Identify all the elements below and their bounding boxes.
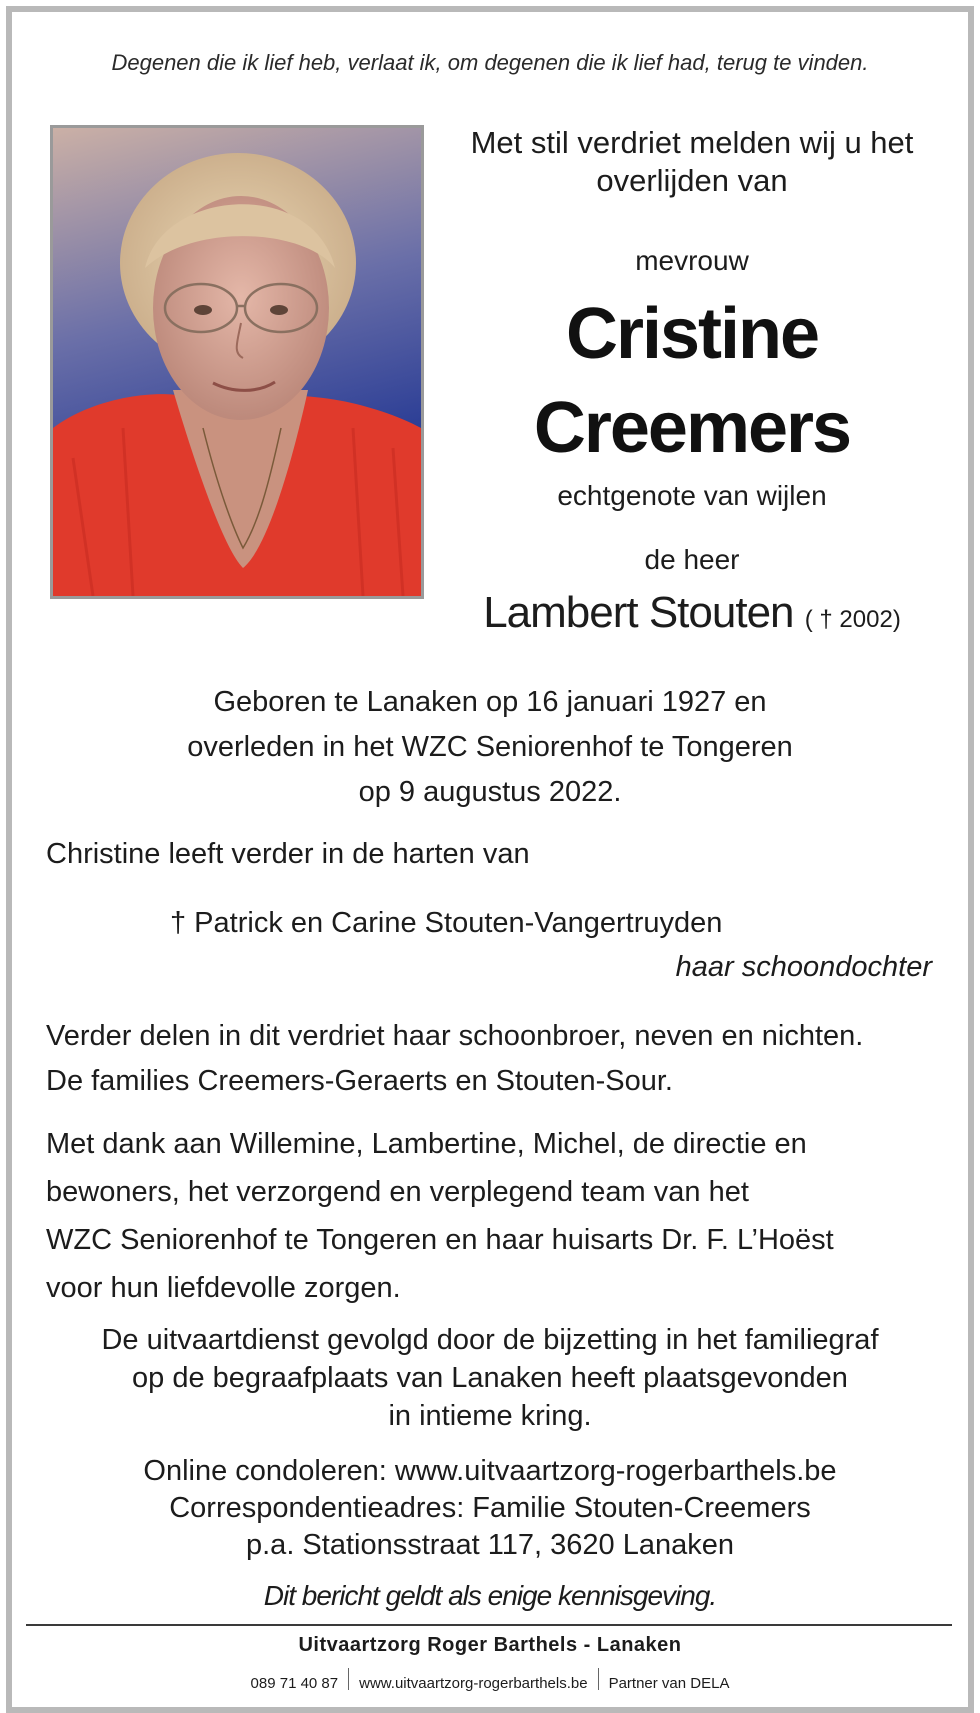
street-address: p.a. Stationsstraat 117, 3620 Lanaken <box>246 1529 734 1561</box>
funeral-line-1: De uitvaartdienst gevolgd door de bijzetting in het familiegraf <box>101 1324 879 1356</box>
notice-text: Dit bericht geldt als enige kennisgeving. <box>263 1580 717 1611</box>
portrait-photo <box>50 125 424 599</box>
birth-line-2: overleden in het WZC Seniorenhof te Tongeren <box>187 731 793 763</box>
thanks-line-3: WZC Seniorenhof te Tongeren en haar huisarts Dr. F. L’Hoëst <box>46 1224 834 1256</box>
thanks-paragraph <box>46 1120 936 1312</box>
hearts-intro: Christine leeft verder in de harten van <box>46 838 530 870</box>
intro-line-2: overlijden van <box>596 163 788 198</box>
announcement-intro <box>442 124 942 200</box>
children-names: † Patrick en Carine Stouten-Vangertruyden <box>170 907 723 939</box>
portrait-illustration <box>53 128 421 596</box>
spouse-relation: echtgenote van wijlen <box>557 480 827 511</box>
family-line-2: De families Creemers-Geraerts en Stouten-Sour. <box>46 1065 673 1097</box>
spouse-name: Lambert Stouten <box>483 588 794 637</box>
online-condolence[interactable]: Online condoleren: www.uitvaartzorg-rogerbarthels.be <box>143 1455 837 1487</box>
birth-line-3: op 9 augustus 2022. <box>358 776 622 808</box>
thanks-line-1: Met dank aan Willemine, Lambertine, Michel, de directie en <box>46 1128 807 1160</box>
footer-partner: Partner van DELA <box>608 1675 730 1692</box>
correspondence-address: Correspondentieadres: Familie Stouten-Creemers <box>169 1492 811 1524</box>
birth-line-1: Geboren te Lanaken op 16 januari 1927 en <box>213 686 767 718</box>
contact-block <box>12 1453 968 1564</box>
obituary-card <box>6 6 974 1713</box>
spouse-title: de heer <box>644 544 740 575</box>
funeral-line-2: op de begraafplaats van Lanaken heeft plaatsgevonden <box>132 1362 848 1394</box>
deceased-first-name: Cristine <box>565 294 819 374</box>
footer-website[interactable]: www.uitvaartzorg-rogerbarthels.be <box>359 1675 588 1692</box>
child-role: haar schoondochter <box>675 951 932 983</box>
spouse-name-line <box>442 588 942 638</box>
thanks-line-4: voor hun liefdevolle zorgen. <box>46 1272 401 1304</box>
family-line-1: Verder delen in dit verdriet haar schoonbroer, neven en nichten. <box>46 1020 864 1052</box>
funeral-paragraph <box>12 1321 968 1435</box>
motto-quote: Degenen die ik lief heb, verlaat ik, om degenen die ik lief had, terug te vinden. <box>111 50 869 75</box>
title-mevrouw: mevrouw <box>635 245 749 276</box>
intro-line-1: Met stil verdriet melden wij u het <box>470 125 914 160</box>
funeral-line-3: in intieme kring. <box>388 1400 592 1432</box>
footer-contacts <box>12 1668 968 1692</box>
thanks-line-2: bewoners, het verzorgend en verplegend team van het <box>46 1176 749 1208</box>
funeral-firm-name: Uitvaartzorg Roger Barthels - Lanaken <box>298 1634 682 1656</box>
life-details <box>12 680 968 815</box>
further-family <box>46 1014 863 1104</box>
footer-divider <box>26 1624 952 1626</box>
spouse-death-year: ( † 2002) <box>804 606 901 633</box>
footer-phone[interactable]: 089 71 40 87 <box>250 1675 339 1692</box>
deceased-last-name: Creemers <box>533 388 851 468</box>
